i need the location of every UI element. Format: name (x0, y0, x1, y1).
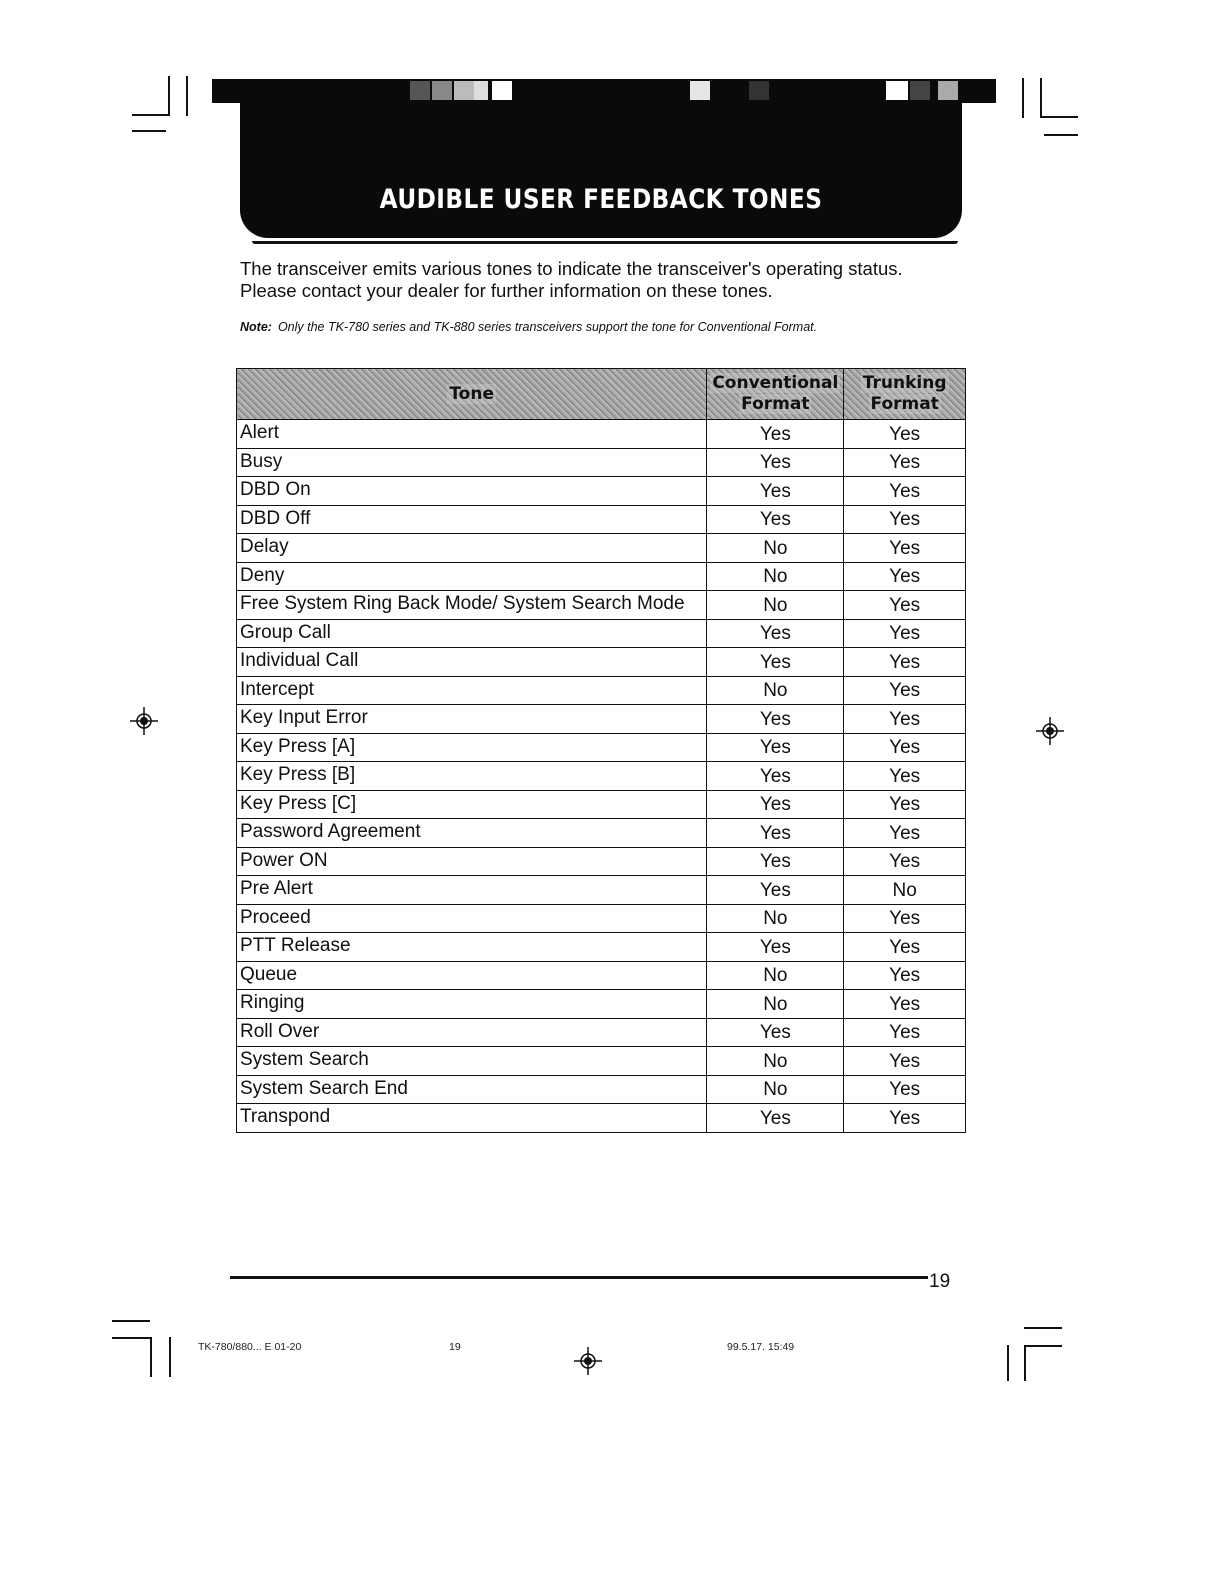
conventional-cell: No (707, 562, 844, 591)
tone-cell: Delay (237, 534, 707, 563)
trunking-cell: Yes (844, 676, 966, 705)
table-row (237, 1075, 966, 1104)
tone-cell: Key Press [C] (237, 790, 707, 819)
header-underline (252, 241, 958, 244)
trunking-cell: Yes (844, 847, 966, 876)
conventional-cell: No (707, 676, 844, 705)
page-number: 19 (929, 1271, 951, 1292)
header-tone-label: Tone (449, 383, 494, 404)
tone-cell: Key Input Error (237, 705, 707, 734)
table-row (237, 876, 966, 905)
tone-cell: Free System Ring Back Mode/ System Search Mode (237, 591, 707, 620)
table-row (237, 534, 966, 563)
tone-cell: Proceed (237, 904, 707, 933)
conventional-cell: Yes (707, 505, 844, 534)
table-row (237, 648, 966, 677)
conventional-cell: Yes (707, 847, 844, 876)
tone-cell: Ringing (237, 990, 707, 1019)
trunking-cell: Yes (844, 904, 966, 933)
tone-cell: Group Call (237, 619, 707, 648)
conventional-cell: No (707, 904, 844, 933)
registration-mark-icon (130, 707, 158, 735)
table-row (237, 420, 966, 449)
tone-cell: Key Press [A] (237, 733, 707, 762)
conventional-cell: Yes (707, 876, 844, 905)
table-row (237, 790, 966, 819)
conventional-cell: No (707, 961, 844, 990)
table-row (237, 591, 966, 620)
trunking-cell: Yes (844, 961, 966, 990)
conventional-cell: No (707, 990, 844, 1019)
slug-date: 99.5.17. 15:49 (727, 1341, 795, 1353)
conventional-cell: No (707, 591, 844, 620)
slug-page: 19 (449, 1341, 461, 1353)
intro-line-1: The transceiver emits various tones to indicate the transceiver's operating status. (240, 258, 903, 279)
tone-cell: Key Press [B] (237, 762, 707, 791)
table-row (237, 847, 966, 876)
table-row (237, 762, 966, 791)
tone-cell: PTT Release (237, 933, 707, 962)
footer-rule (230, 1276, 928, 1279)
tone-cell: Roll Over (237, 1018, 707, 1047)
note-label: Note: (240, 320, 272, 334)
trunking-cell: Yes (844, 477, 966, 506)
table-body (237, 420, 966, 1133)
trunking-cell: Yes (844, 933, 966, 962)
trunking-cell: Yes (844, 762, 966, 791)
tone-cell: Pre Alert (237, 876, 707, 905)
conventional-cell: Yes (707, 705, 844, 734)
table-row (237, 562, 966, 591)
tone-cell: Queue (237, 961, 707, 990)
note (240, 320, 1000, 334)
table-row (237, 619, 966, 648)
trunking-cell: Yes (844, 705, 966, 734)
tones-table (236, 368, 966, 1133)
header-conventional (707, 369, 844, 420)
table-row (237, 705, 966, 734)
tone-cell: Deny (237, 562, 707, 591)
tone-cell: Transpond (237, 1104, 707, 1133)
trunking-cell: Yes (844, 420, 966, 449)
conventional-cell: Yes (707, 648, 844, 677)
table-row (237, 1047, 966, 1076)
tone-cell: DBD On (237, 477, 707, 506)
conventional-cell: Yes (707, 448, 844, 477)
conventional-cell: No (707, 534, 844, 563)
trunking-cell: Yes (844, 534, 966, 563)
trunking-cell: Yes (844, 990, 966, 1019)
trunking-cell: Yes (844, 619, 966, 648)
trunking-cell: Yes (844, 1104, 966, 1133)
conventional-cell: Yes (707, 733, 844, 762)
page-title: AUDIBLE USER FEEDBACK TONES (379, 184, 823, 215)
tone-cell: System Search (237, 1047, 707, 1076)
trunking-cell: Yes (844, 448, 966, 477)
table-row (237, 448, 966, 477)
header-conventional-line-2: Format (741, 394, 810, 414)
conventional-cell: Yes (707, 619, 844, 648)
trunking-cell: Yes (844, 1047, 966, 1076)
conventional-cell: Yes (707, 933, 844, 962)
slug-file: TK-780/880... E 01-20 (198, 1341, 302, 1353)
header-tone (237, 369, 707, 420)
table-row (237, 505, 966, 534)
table-row (237, 733, 966, 762)
tone-cell: Busy (237, 448, 707, 477)
header-conventional-line-1: Conventional (712, 373, 839, 393)
trunking-cell: Yes (844, 733, 966, 762)
table-row (237, 477, 966, 506)
tone-cell: Password Agreement (237, 819, 707, 848)
conventional-cell: Yes (707, 1018, 844, 1047)
table-row (237, 1104, 966, 1133)
registration-mark-icon (1036, 717, 1064, 745)
table-row (237, 676, 966, 705)
header-trunking-line-1: Trunking (862, 373, 947, 393)
trunking-cell: Yes (844, 819, 966, 848)
table-row (237, 990, 966, 1019)
tone-cell: System Search End (237, 1075, 707, 1104)
header-trunking-line-2: Format (870, 394, 939, 414)
trunking-cell: Yes (844, 562, 966, 591)
tone-cell: Power ON (237, 847, 707, 876)
header-trunking (844, 369, 966, 420)
tone-cell: DBD Off (237, 505, 707, 534)
trunking-cell: Yes (844, 648, 966, 677)
intro-paragraph (240, 258, 1000, 302)
table-row (237, 1018, 966, 1047)
tone-cell: Individual Call (237, 648, 707, 677)
trunking-cell: Yes (844, 790, 966, 819)
trunking-cell: No (844, 876, 966, 905)
intro-line-2: Please contact your dealer for further information on these tones. (240, 280, 773, 301)
trunking-cell: Yes (844, 505, 966, 534)
trunking-cell: Yes (844, 591, 966, 620)
table-row (237, 961, 966, 990)
conventional-cell: No (707, 1047, 844, 1076)
conventional-cell: Yes (707, 477, 844, 506)
table-row (237, 904, 966, 933)
tone-cell: Alert (237, 420, 707, 449)
table-row (237, 819, 966, 848)
trunking-cell: Yes (844, 1018, 966, 1047)
conventional-cell: No (707, 1075, 844, 1104)
conventional-cell: Yes (707, 790, 844, 819)
tone-cell: Intercept (237, 676, 707, 705)
registration-mark-icon (574, 1347, 602, 1375)
note-text: Only the TK-780 series and TK-880 series transceivers support the tone for Conventional Format. (277, 320, 818, 334)
header-banner (240, 100, 962, 238)
conventional-cell: Yes (707, 1104, 844, 1133)
conventional-cell: Yes (707, 420, 844, 449)
trunking-cell: Yes (844, 1075, 966, 1104)
conventional-cell: Yes (707, 762, 844, 791)
table-header-row (237, 369, 966, 420)
table-row (237, 933, 966, 962)
conventional-cell: Yes (707, 819, 844, 848)
